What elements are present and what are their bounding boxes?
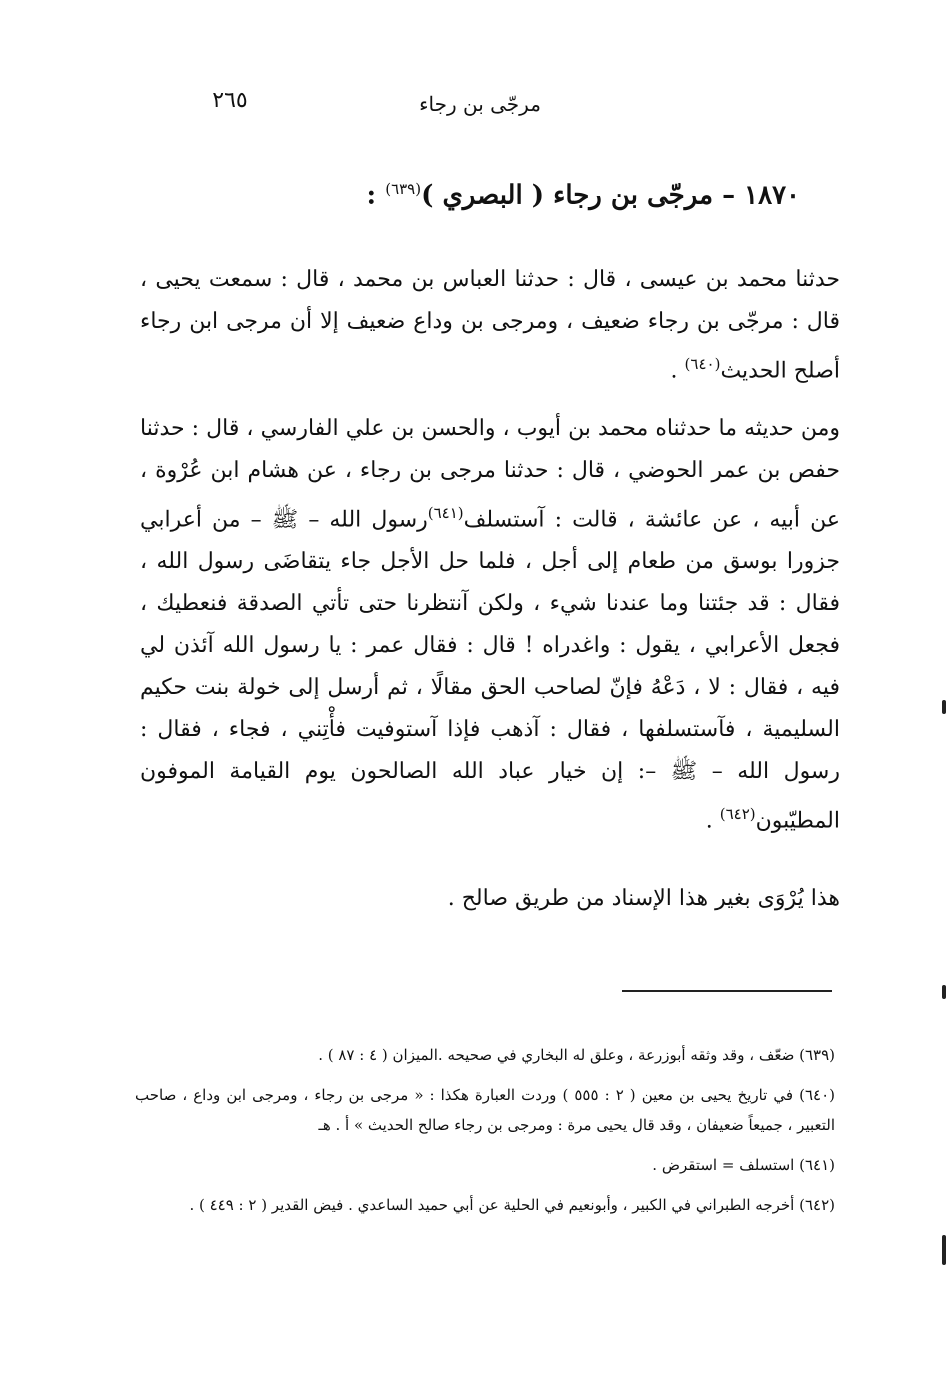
footnote-separator	[622, 990, 832, 992]
scan-edge-mark	[942, 1235, 946, 1265]
note-ref-640: (٦٤٠)	[684, 355, 721, 373]
page-number: ٢٦٥	[212, 88, 248, 113]
footnote-642: (٦٤٢) أخرجه الطبراني في الكبير ، وأبونعيم في الحلية عن أبي حميد الساعدي . فيض القدير ( ٢ : ٤٤٩ ) .	[189, 1196, 835, 1214]
note-ref-642: (٦٤٢)	[719, 805, 756, 824]
paragraph-1-end: .	[670, 358, 685, 384]
entry-note-ref: (٦٣٩)	[385, 180, 422, 198]
entry-dash: –	[722, 180, 736, 211]
footnote-640: (٦٤٠) في تاريخ يحيى بن معين ( ٢ : ٥٥٥ ) وردت العبارة هكذا : « مرجى بن رجاء ، ومرجى ابن وداع ، صاحب التعبير ، جميعاً ضعيفان ، وقد قال يحيى مرة : ومرجى بن رجاء صالح الحديث » أ . هـ	[135, 1086, 835, 1134]
entry-name: مرجّى بن رجاء ( البصري )	[421, 180, 714, 211]
footnotes	[135, 1040, 835, 1230]
footnote-641: (٦٤١) استسلف = استقرض .	[652, 1156, 835, 1174]
entry-heading	[300, 180, 800, 211]
paragraph-1	[140, 259, 840, 392]
scan-edge-mark	[942, 700, 946, 714]
paragraph-3: هذا يُرْوَى بغير هذا الإسناد من طريق صالح .	[447, 886, 840, 911]
paragraph-2	[140, 408, 840, 843]
paragraph-1-text: حدثنا محمد بن عيسى ، قال : حدثنا العباس بن محمد ، قال : سمعت يحيى ، قال : مرجّى بن رجاء ضعيف ، ومرجى بن وداع ضعيف إلا أن مرجى ابن رجاء أصلح الحديث	[140, 267, 840, 384]
paragraph-2-end: .	[705, 808, 720, 834]
paragraph-2-text-a: ومن حديثه ما حدثناه محمد بن أيوب ، والحسن بن علي الفارسي ، قال : حدثنا حفص بن عمر الحوضي ، قال : حدثنا مرجى بن رجاء ، عن هشام ابن عُرْوة ، عن أبيه ، عن عائشة ، قالت : آستسلف	[140, 416, 840, 533]
entry-number: ١٨٧٠	[744, 180, 800, 211]
running-title: مرجّى بن رجاء	[419, 92, 541, 116]
note-ref-641: (٦٤١)	[427, 504, 464, 522]
footnote-639: (٦٣٩) ضعّف ، وقد وثقه أبوزرعة ، وعلق له البخاري في صحيحه .الميزان ( ٤ : ٨٧ ) .	[318, 1046, 835, 1064]
entry-colon: :	[366, 180, 377, 211]
scan-edge-mark	[942, 985, 946, 999]
paragraph-2-text-b: رسول الله – ﷺ – من أعرابي جزورا بوسق من طعام إلى أجل ، فلما حل الأجل جاء يتقاضَى رسول الله ، فقال : قد جئتنا وما عندنا شيء ، ولكن آنتظرنا حتى تأتي الصدقة فنعطيك ، فجعل الأعرابي ، يقول : واغدراه ! قال : فقال عمر : يا رسول الله آئذن لي فيه ، فقال : لا ، دَعْهُ فإنّ لصاحب الحق مقالًا ، ثم أرسل إلى خولة بنت حكيم السليمية ، فآستسلفها ، فقال : آذهب فإذا آستوفيت فأْتِني ، فجاء ، فقال : رسول الله – ﷺ –: إن خيار عباد الله الصالحون يوم القيامة الموفون المطيّبون	[140, 507, 840, 834]
